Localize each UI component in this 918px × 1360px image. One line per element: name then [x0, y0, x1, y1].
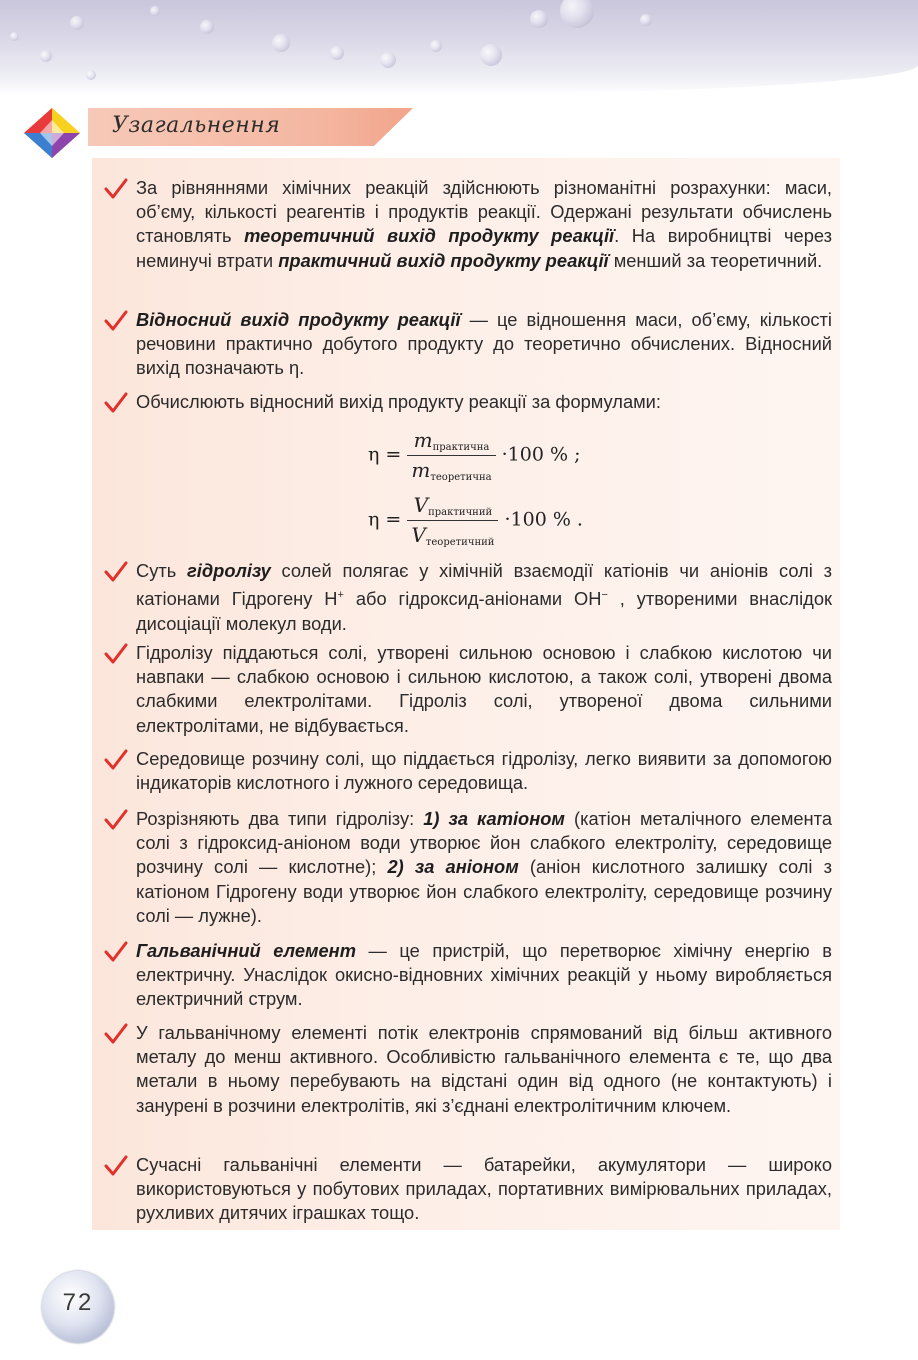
formula-mass-yield: η = $\frac{m_{практична}}{m_{теоретична}}$ ·100 % ;	[368, 428, 581, 483]
bubble-decoration	[150, 6, 160, 16]
checkmark-icon	[104, 809, 128, 831]
fraction: $\frac{V_{практичний}}{V_{теоретичний}}$	[407, 493, 498, 548]
summary-text: Сучасні гальванічні елементи — батарейки, акумулятори — широко використовуються у побутових приладах, портативних вимірювальних приладах, рухливих дитячих іграшках тощо.	[136, 1154, 832, 1224]
summary-item	[104, 641, 832, 738]
summary-text: Обчислюють відносний вихід продукту реакції за формулами:	[136, 391, 661, 412]
page-number: 72	[62, 1289, 94, 1316]
bubble-decoration	[480, 44, 502, 66]
fraction: $\frac{m_{практична}}{m_{теоретична}}$	[407, 428, 495, 483]
bubble-decoration	[330, 46, 344, 60]
summary-text: У гальванічному елементі потік електронів спрямований від більш активного металу до менш активного. Особливістю гальванічного елемента є те, що два метали в ньому перебувають на відстані один від одного (не контактують) і занурені в розчини електролітів, які з’єднані електролітичним ключем.	[136, 1022, 832, 1116]
summary-item	[104, 747, 832, 795]
bubble-decoration	[70, 16, 84, 30]
summary-text: Відносний вихід продукту реакції — це відношення маси, об’єму, кількості речовини практично добутого продукту до теоретично обчислених. Відносний вихід позначають η.	[136, 309, 832, 379]
bubble-decoration	[430, 40, 442, 52]
summary-item	[104, 559, 832, 636]
checkmark-icon	[104, 1155, 128, 1177]
checkmark-icon	[104, 178, 128, 200]
checkmark-icon	[104, 749, 128, 771]
summary-item	[104, 1153, 832, 1226]
bubble-decoration	[560, 0, 594, 28]
bubble-decoration	[272, 34, 290, 52]
bubble-decoration	[86, 70, 96, 80]
checkmark-icon	[104, 643, 128, 665]
summary-text: Розрізняють два типи гідролізу: 1) за катіоном (катіон металічного елемента солі з гідроксид-аніоном води утворює йон слабкого електроліту, середовище розчину солі — кислотне); 2) за аніоном (аніон кислотного залишку солі з катіоном Гідрогену води утворює йон слабкого електроліту, середовище розчину солі — лужне).	[136, 808, 832, 926]
checkmark-icon	[104, 310, 128, 332]
summary-item	[104, 1021, 832, 1118]
bubble-decoration	[10, 32, 19, 41]
top-banner	[0, 0, 918, 95]
checkmark-icon	[104, 392, 128, 414]
summary-text: Гальванічний елемент — це пристрій, що перетворює хімічну енергію в електричну. Унаслідок окисно-відновних хімічних реакцій у ньому виробляється електричний струм.	[136, 940, 832, 1010]
bubble-decoration	[640, 14, 652, 26]
summary-item	[104, 807, 832, 928]
summary-text: Гідролізу піддаються солі, утворені сильною основою і слабкою кислотою чи навпаки — слабкою основою і сильною кислотою, а також солі, утворені двома слабкими електролітами. Гідроліз солі, утвореної двома сильними електролітами, не відбувається.	[136, 642, 832, 736]
section-logo-icon	[24, 108, 80, 158]
summary-text: Середовище розчину солі, що піддається гідролізу, легко виявити за допомогою індикаторів кислотного і лужного середовища.	[136, 748, 832, 794]
checkmark-icon	[104, 941, 128, 963]
summary-text: Суть гідролізу солей полягає у хімічній взаємодії катіонів чи аніонів солі з катіонами Гідрогену H+ або гідроксид-аніонами OH− , утвореними внаслідок дисоціації молекул води.	[136, 560, 832, 634]
summary-text: За рівняннями хімічних реакцій здійснюють різноманітні розрахунки: маси, об’єму, кількості реагентів і продуктів реакції. Одержані результати обчислень становлять теоретичний вихід продукту реакції. На виробництві через неминучі втрати практичний вихід продукту реакції менший за теоретичний.	[136, 177, 833, 271]
bubble-decoration	[200, 20, 214, 34]
checkmark-icon	[104, 561, 128, 583]
summary-item	[104, 390, 832, 414]
checkmark-icon	[104, 1023, 128, 1045]
formula-volume-yield: η = $\frac{V_{практичний}}{V_{теоретичний}}$ ·100 % .	[368, 493, 583, 548]
summary-item	[104, 176, 832, 273]
summary-item	[104, 308, 832, 381]
bubble-decoration	[40, 50, 52, 62]
section-title: Узагальнення	[112, 113, 281, 138]
bubble-decoration	[380, 52, 396, 68]
summary-item	[104, 939, 832, 1012]
bubble-decoration	[530, 10, 548, 28]
